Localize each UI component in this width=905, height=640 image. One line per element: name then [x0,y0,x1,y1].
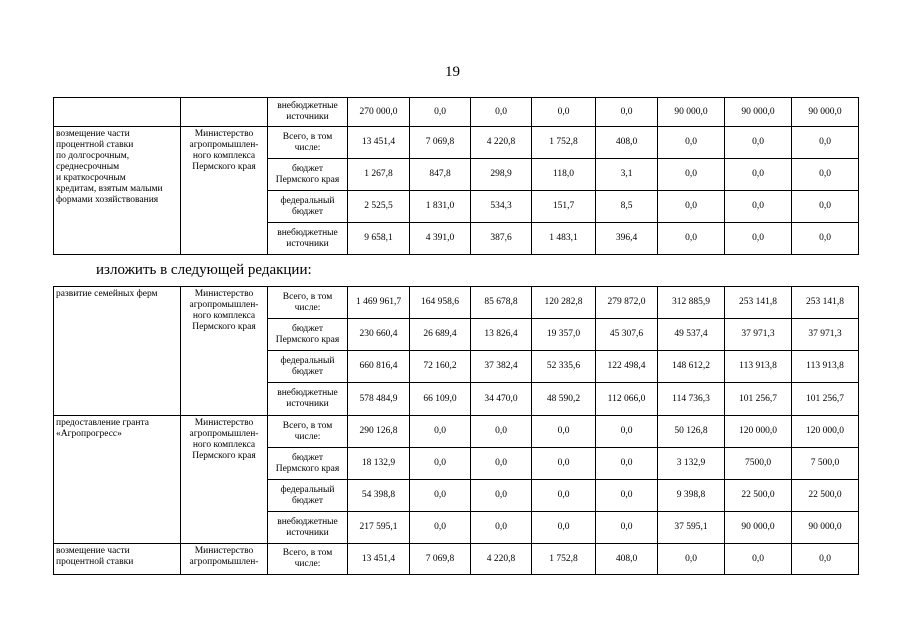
amount-cell: 0,0 [596,416,658,448]
amount-cell: 0,0 [725,127,792,159]
funding-source-cell: бюджет Пермского края [268,448,348,480]
amount-cell: 270 000,0 [348,98,410,127]
amount-cell: 0,0 [410,416,471,448]
table-row [54,544,859,575]
amount-cell: 0,0 [725,544,792,575]
table-row [54,416,859,448]
amount-cell: 148 612,2 [658,351,725,383]
amount-cell: 22 500,0 [725,480,792,512]
amount-cell: 0,0 [410,480,471,512]
amount-cell: 0,0 [596,512,658,544]
activity-name-cell: развитие семейных ферм [54,287,181,416]
amount-cell: 72 160,2 [410,351,471,383]
amount-cell: 101 256,7 [725,383,792,416]
amount-cell: 7 069,8 [410,127,471,159]
amount-cell: 0,0 [596,480,658,512]
amount-cell: 0,0 [792,191,859,223]
amount-cell: 0,0 [792,544,859,575]
amount-cell: 290 126,8 [348,416,410,448]
activity-name-cell: возмещение части процентной ставки по долгосрочным, среднесрочным и краткосрочным кредитам, взятым малыми формами хозяйствования [54,127,181,255]
activity-name-cell [54,98,181,127]
amount-cell: 0,0 [471,98,532,127]
amount-cell: 4 220,8 [471,544,532,575]
amount-cell: 0,0 [532,480,596,512]
amount-cell: 52 335,6 [532,351,596,383]
amount-cell: 1 267,8 [348,159,410,191]
amount-cell: 3 132,9 [658,448,725,480]
amount-cell: 578 484,9 [348,383,410,416]
amount-cell: 2 525,5 [348,191,410,223]
amount-cell: 0,0 [532,512,596,544]
amount-cell: 66 109,0 [410,383,471,416]
amount-cell: 120 000,0 [792,416,859,448]
amount-cell: 54 398,8 [348,480,410,512]
amount-cell: 0,0 [792,127,859,159]
page-number: 19 [445,64,460,80]
amount-cell: 7 069,8 [410,544,471,575]
amount-cell: 217 595,1 [348,512,410,544]
amount-cell: 85 678,8 [471,287,532,319]
amount-cell: 18 132,9 [348,448,410,480]
amount-cell: 101 256,7 [792,383,859,416]
amount-cell: 13 451,4 [348,127,410,159]
amount-cell: 37 382,4 [471,351,532,383]
amount-cell: 0,0 [532,98,596,127]
amount-cell: 0,0 [532,416,596,448]
amount-cell: 122 498,4 [596,351,658,383]
amount-cell: 37 971,3 [725,319,792,351]
amount-cell: 8,5 [596,191,658,223]
amount-cell: 0,0 [596,448,658,480]
amount-cell: 0,0 [410,448,471,480]
funding-source-cell: Всего, в том числе: [268,416,348,448]
amount-cell: 0,0 [658,159,725,191]
amount-cell: 48 590,2 [532,383,596,416]
responsible-org-cell: Министерство агропромышлен- ного комплекса Пермского края [181,287,268,416]
top-budget-table [53,97,859,255]
amount-cell: 0,0 [658,127,725,159]
amount-cell: 120 000,0 [725,416,792,448]
amount-cell: 37 971,3 [792,319,859,351]
amount-cell: 120 282,8 [532,287,596,319]
amount-cell: 279 872,0 [596,287,658,319]
funding-source-cell: Всего, в том числе: [268,544,348,575]
amount-cell: 0,0 [471,448,532,480]
amount-cell: 90 000,0 [725,98,792,127]
funding-source-cell: внебюджетные источники [268,223,348,255]
amount-cell: 0,0 [471,512,532,544]
responsible-org-cell: Министерство агропромышлен- ного комплекса Пермского края [181,127,268,255]
amount-cell: 22 500,0 [792,480,859,512]
funding-source-cell: федеральный бюджет [268,480,348,512]
amount-cell: 90 000,0 [792,98,859,127]
amount-cell: 0,0 [471,480,532,512]
table-row [54,98,859,127]
amount-cell: 4 391,0 [410,223,471,255]
amount-cell: 49 537,4 [658,319,725,351]
amount-cell: 37 595,1 [658,512,725,544]
amount-cell: 0,0 [410,98,471,127]
amount-cell: 7500,0 [725,448,792,480]
amount-cell: 408,0 [596,544,658,575]
amount-cell: 112 066,0 [596,383,658,416]
amount-cell: 0,0 [658,544,725,575]
amount-cell: 253 141,8 [725,287,792,319]
amount-cell: 1 483,1 [532,223,596,255]
activity-name-cell: предоставление гранта «Агропрогресс» [54,416,181,544]
amount-cell: 1 831,0 [410,191,471,223]
amount-cell: 0,0 [471,416,532,448]
amount-cell: 0,0 [725,223,792,255]
funding-source-cell: внебюджетные источники [268,98,348,127]
amount-cell: 90 000,0 [792,512,859,544]
amount-cell: 396,4 [596,223,658,255]
amount-cell: 50 126,8 [658,416,725,448]
amount-cell: 0,0 [532,448,596,480]
amount-cell: 298,9 [471,159,532,191]
funding-source-cell: бюджет Пермского края [268,319,348,351]
amount-cell: 4 220,8 [471,127,532,159]
amount-cell: 90 000,0 [658,98,725,127]
amount-cell: 1 752,8 [532,544,596,575]
funding-source-cell: бюджет Пермского края [268,159,348,191]
amount-cell: 13 826,4 [471,319,532,351]
amount-cell: 151,7 [532,191,596,223]
amount-cell: 0,0 [658,191,725,223]
amount-cell: 230 660,4 [348,319,410,351]
amount-cell: 660 816,4 [348,351,410,383]
funding-source-cell: Всего, в том числе: [268,287,348,319]
table-row [54,127,859,159]
amount-cell: 253 141,8 [792,287,859,319]
responsible-org-cell: Министерство агропромышлен- ного комплекса Пермского края [181,416,268,544]
funding-source-cell: федеральный бюджет [268,351,348,383]
amount-cell: 7 500,0 [792,448,859,480]
replacement-heading: изложить в следующей редакции: [96,262,312,278]
amount-cell: 9 398,8 [658,480,725,512]
amount-cell: 34 470,0 [471,383,532,416]
amount-cell: 19 357,0 [532,319,596,351]
bottom-budget-table [53,286,859,575]
responsible-org-cell [181,98,268,127]
amount-cell: 114 736,3 [658,383,725,416]
amount-cell: 0,0 [792,223,859,255]
amount-cell: 90 000,0 [725,512,792,544]
funding-source-cell: федеральный бюджет [268,191,348,223]
funding-source-cell: внебюджетные источники [268,383,348,416]
amount-cell: 113 913,8 [725,351,792,383]
amount-cell: 3,1 [596,159,658,191]
funding-source-cell: внебюджетные источники [268,512,348,544]
amount-cell: 312 885,9 [658,287,725,319]
amount-cell: 847,8 [410,159,471,191]
funding-source-cell: Всего, в том числе: [268,127,348,159]
amount-cell: 0,0 [596,98,658,127]
amount-cell: 408,0 [596,127,658,159]
amount-cell: 0,0 [410,512,471,544]
amount-cell: 1 752,8 [532,127,596,159]
amount-cell: 164 958,6 [410,287,471,319]
amount-cell: 9 658,1 [348,223,410,255]
amount-cell: 113 913,8 [792,351,859,383]
table-row [54,287,859,319]
amount-cell: 387,6 [471,223,532,255]
amount-cell: 1 469 961,7 [348,287,410,319]
amount-cell: 13 451,4 [348,544,410,575]
amount-cell: 0,0 [725,159,792,191]
activity-name-cell: возмещение части процентной ставки [54,544,181,575]
amount-cell: 26 689,4 [410,319,471,351]
responsible-org-cell: Министерство агропромышлен- [181,544,268,575]
amount-cell: 0,0 [658,223,725,255]
amount-cell: 45 307,6 [596,319,658,351]
amount-cell: 118,0 [532,159,596,191]
amount-cell: 534,3 [471,191,532,223]
amount-cell: 0,0 [725,191,792,223]
amount-cell: 0,0 [792,159,859,191]
